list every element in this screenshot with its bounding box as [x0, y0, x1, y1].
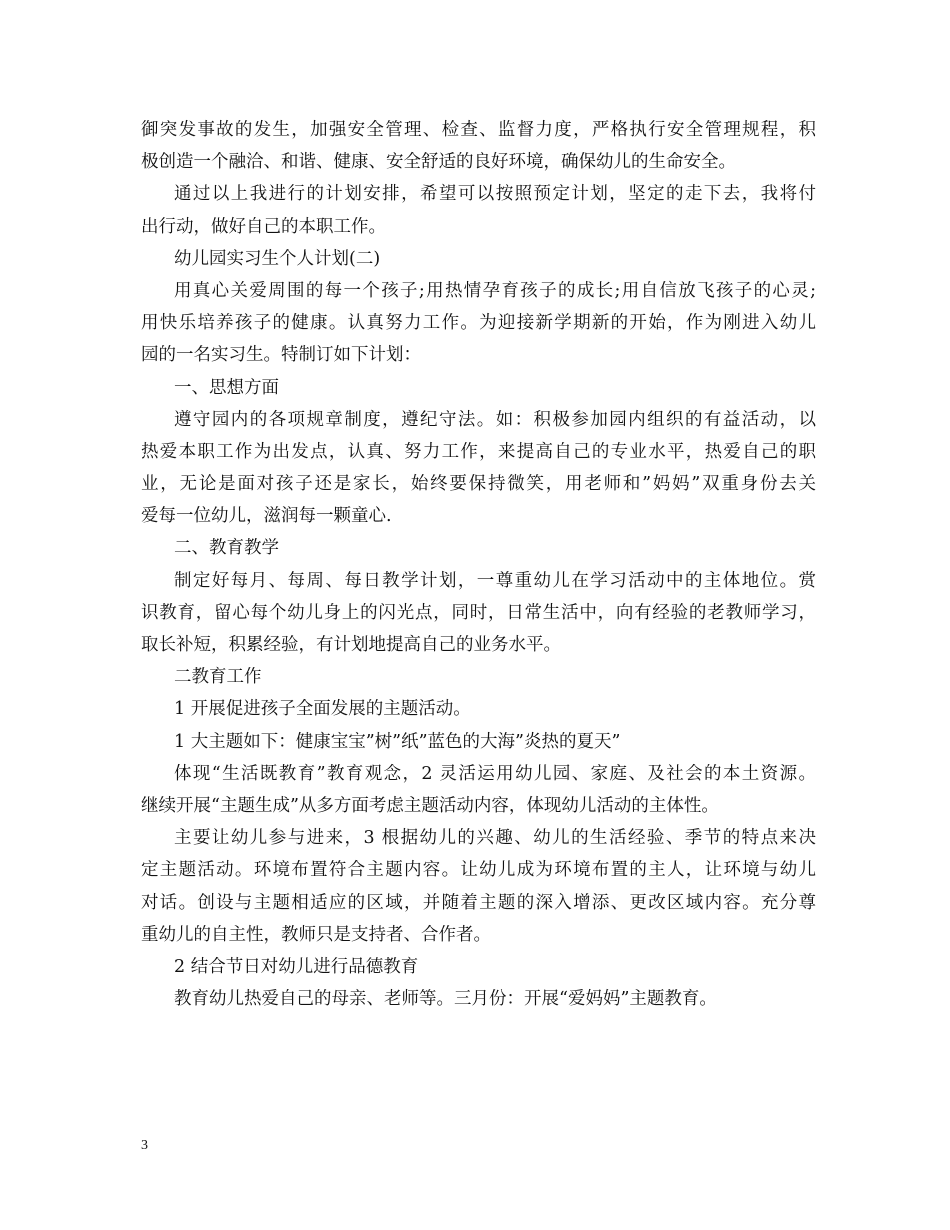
text-line: 继续开展“主题生成”从多方面考虑主题活动内容，体现幼儿活动的主体性。 [141, 795, 719, 816]
text-line: 1 开展促进孩子全面发展的主题活动。 [174, 699, 471, 720]
text-line: 体现“生活既教育”教育观念，2 灵活运用幼儿园、家庭、及社会的本土资源。 [174, 763, 816, 784]
text-line: 遵守园内的各项规章制度，遵纪守法。如：积极参加园内组织的有益活动，以 [174, 409, 816, 430]
text-line: 取长补短，积累经验，有计划地提高自己的业务水平。 [141, 635, 561, 655]
text-line: 通过以上我进行的计划安排，希望可以按照预定计划，坚定的走下去，我将付 [174, 184, 816, 205]
text-line: 主要让幼儿参与进来，3 根据幼儿的兴趣、幼儿的生活经验、季节的特点来决 [174, 828, 816, 849]
text-line: 幼儿园实习生个人计划(二) [174, 248, 381, 269]
text-line: 一、思想方面 [174, 377, 279, 398]
text-line: 热爱本职工作为出发点，认真、努力工作，来提高自己的专业水平，热爱自己的职 [141, 441, 816, 462]
text-line: 业，无论是面对孩子还是家长，始终要保持微笑，用老师和”妈妈”双重身份去关 [141, 474, 816, 495]
text-line: 出行动，做好自己的本职工作。 [141, 216, 386, 237]
text-line: 定主题活动。环境布置符合主题内容。让幼儿成为环境布置的主人，让环境与幼儿 [141, 860, 816, 881]
text-line: 重幼儿的自主性，教师只是支持者、合作者。 [141, 924, 491, 945]
text-line: 御突发事故的发生，加强安全管理、检查、监督力度，严格执行安全管理规程，积 [141, 120, 816, 140]
text-line: 制定好每月、每周、每日教学计划，一尊重幼儿在学习活动中的主体地位。赏 [174, 570, 816, 591]
text-line: 对话。创设与主题相适应的区域，并随着主题的深入增添、更改区域内容。充分尊 [141, 892, 816, 913]
text-line: 1 大主题如下：健康宝宝”树”纸”蓝色的大海”炎热的夏天” [174, 731, 621, 752]
text-line: 识教育，留心每个幼儿身上的闪光点，同时，日常生活中，向有经验的老教师学习， [141, 602, 816, 623]
page-number: 3 [141, 1138, 148, 1153]
text-line: 用真心关爱周围的每一个孩子;用热情孕育孩子的成长;用自信放飞孩子的心灵; [174, 280, 816, 301]
text-line: 爱每一位幼儿，滋润每一颗童心. [141, 506, 392, 527]
text-line: 用快乐培养孩子的健康。认真努力工作。为迎接新学期新的开始，作为刚进入幼儿 [141, 313, 816, 334]
text-line: 二、教育教学 [174, 538, 279, 559]
text-line: 二教育工作 [174, 667, 262, 688]
text-line: 园的一名实习生。特制订如下计划： [141, 345, 421, 366]
text-line: 教育幼儿热爱自己的母亲、老师等。三月份：开展“爱妈妈”主题教育。 [174, 989, 717, 1010]
document-body [141, 114, 816, 1015]
text-line: 极创造一个融洽、和谐、健康、安全舒适的良好环境，确保幼儿的生命安全。 [141, 152, 736, 173]
text-line: 2 结合节日对幼儿进行品德教育 [174, 956, 419, 977]
